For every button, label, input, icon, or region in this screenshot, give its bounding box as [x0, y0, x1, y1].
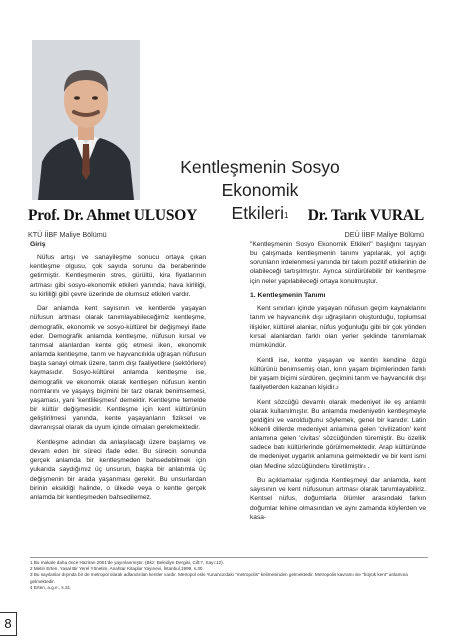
right-text-column [250, 240, 426, 527]
article-title-line2: Etkileri [231, 203, 285, 223]
paragraph: Bu açıklamalar ışığında Kentleşmeyi dar anlamda, kent sayısının ve kent nüfusunun artması olarak tanımlayabiliriz. Kentsel nüfus, doğumlarla ölümler arasındaki farkın doğumlar lehine olmasından ve aynı zamanda köylerden ve kasa- [250, 477, 426, 521]
footnote-marker: 4 [363, 463, 366, 469]
article-title-line1: Kentleşmenin Sosyo Ekonomik [180, 157, 340, 200]
paragraph-with-footnote [250, 356, 426, 393]
author-portrait-illustration [32, 40, 140, 200]
author-name: Prof. Dr. Ahmet ULUSOY [28, 207, 198, 224]
author-block-left [28, 207, 197, 239]
footnote: 1 Bu makale daha önce Haziran 2001'de yayınlanmıştır. (Bkz: Belediye Dergisi, Cilt:7, Sayı:12). [30, 560, 224, 565]
paragraph-text: Kent sözcüğü devamlı olarak medeniyet ile eş anlamlı olarak kullanılmıştır. Bu anlamda medeniyetin kentleşmeyle geldiğini ve varolduğunu söylemek, genel bir kanıdır. Latin kökenli dillerde medeniyet anlamına gelen 'civilization' kent anlamına gelen 'civitas' sözcüğünden türemiştir. Bu özellik sadece batı kültürlerinde görülmemektedir. Arap kültüründe de medeniyet uygarlık anlamına gelmektedir ve bir kent ismi olan Medine sözcüğünden [250, 398, 426, 470]
footnotes [30, 557, 428, 591]
paragraph-text: Kentli ise, kentte yaşayan ve kentin kendine özgü kültürünü benimsemiş olan, kırın yaşam biçimlerinden farklı bir yaşam biçimi sürdüren, geçimini tarım ve hayvancılık dışı faaliyetlerden kazanan kişidir. [250, 356, 426, 391]
section-heading-kentlesmenin-tanimi: 1. Kentleşmenin Tanımı [250, 292, 326, 300]
paragraph: Dar anlamda kent sayısının ve kentlerde yaşayan nüfusun artması olarak tanımlayabileceğimiz kentleşme, demografik, ekonomik ve sosyo-kültürel bir değişmeyi ifade eder. Demografik anlamda kentleşme, nüfusun kırsal ve tarımsal alanlardan kente göç etmesi iken, ekonomik anlamda kentleşme, tarım ve hayvancılıkla uğraşan nüfusun başta sanayi olmak üzere, tarım dışı faaliyetlere (sektörlere) kaymasıdır. Sosyo-kültürel anlamda kentleşme ise, demografik ve ekonomik olarak kentleşen nüfusun kentin normlarını ve yaşayış biçimini bir tarz olarak benimsemesi, yaşaması, yani 'kentlileşmesi' demektir. Kentleşme temelde bir kültür değişmesidir. Kentleşme için kent kültürünün geliştirilmesi yanında, kente yaşayanların fiziksel ve davranışsal olarak da uyum içinde olmaları gerekmektedir. [30, 305, 206, 432]
author-affiliation: DEÜ İİBF Maliye Bölümü [344, 230, 424, 239]
footnote: 3 Bu sayılanlar dışında bir de metropol olarak adlandırılan kentler vardır. Metropol eski Yunanca'daki "metropolis" kelimesinden gelmektedir. Metropolis kavramı ise "büyük kent" anlamına gelmektedir. [30, 572, 408, 584]
page-number: 8 [0, 612, 17, 636]
section-heading-giris: Giriş [30, 241, 46, 248]
title-footnote-marker: 1 [284, 211, 289, 220]
paragraph: Kent sınırları içinde yaşayan nüfusun geçim kaynaklarını tarım ve hayvancılık dışı uğraşıların oluşturduğu, toplumsal ilişkiler, kültürel alanlar, nüfus yoğunluğu gibi bir çok yönden kırsal alanlardan farklı olan yerler şeklinde tanımlamak mümkündür. [250, 305, 426, 349]
footnote-marker: 2 [336, 384, 339, 390]
footnote: 4 Erten, a.g.e., s.31. [30, 584, 72, 590]
footnote-marker: 3 [326, 463, 330, 469]
paragraph: Kentleşme adından da anlaşılacağı üzere başlamış ve devam eden bir süreci ifade eder. Bu sürecin sonunda gerçek anlamda bir kentleşmeden bahsedebilmek için yukarıda saydığımız üç unsurun, başka bir anlatımla üç değişmenin bir arada yaşanması gerekir. Bu unsurlardan birinin eksikliği halinde, o ülkede veya o kentte gerçek anlamda bir kentleşmeden bahsedilemez. [30, 438, 206, 501]
author-name: Dr. Tarık VURAL [307, 207, 424, 224]
left-text-column [30, 240, 206, 507]
paragraph-with-footnote: Kent sözcüğü devamlı olarak medeniyet ile eş anlamlı olarak kullanılmıştır. Bu anlamda medeniyetin kentleşmeyle geldiğini ve varolduğunu söylemek, genel bir kanıdır. Latin kökenli dillerde medeniyet anlamına gelen 'civilization' kent anlamına gelen 'civitas' sözcüğünden türemiştir. Bu özellik sadece batı kültürlerinde görülmemektedir. Arap kültüründe de medeniyet uygarlık anlamına gelmektedir ve bir kent ismi olan Medine sözcüğünden$^3$ türetilmiştir$^4$ . [250, 398, 426, 470]
author-photo [32, 40, 140, 200]
footnote: 2 Metin Erten, Yasal Bir Yerel Yönetim, Anahtar Kitaplar Yayınevi, İstanbul,1999, s.30. [30, 566, 204, 572]
author-affiliation: KTÜ İİBF Maliye Bölümü [28, 230, 107, 239]
paragraph-text-end: türetilmiştir [331, 462, 364, 470]
paragraph: "Kentleşmenin Sosyo Ekonomik Etkileri" başlığını taşıyan bu çalışmada kentleşmenin tanımı yapılarak, yol açtığı sorunların irdelenmesi yanında bir takım pozitif etkilerinin de olabileceği tartışılmıştır. Ayrıca sürdürülebilir bir kentleşme için neler yapılabileceği ortaya konulmuştur. [250, 241, 426, 285]
paragraph: Nüfus artışı ve sanayileşme sonucu ortaya çıkan kentleşme olgusu, çok sayıda sorunu da beraberinde getirmiştir. Kentleşmenin stres, gürültü, kira fiyatlarının artması gibi sosyo-ekonomik etkileri yanında; hava kirliliği, su kirliliği gibi çevre üzerinde de olumsuz etkileri vardır. [30, 254, 206, 298]
author-block-right [308, 207, 424, 239]
